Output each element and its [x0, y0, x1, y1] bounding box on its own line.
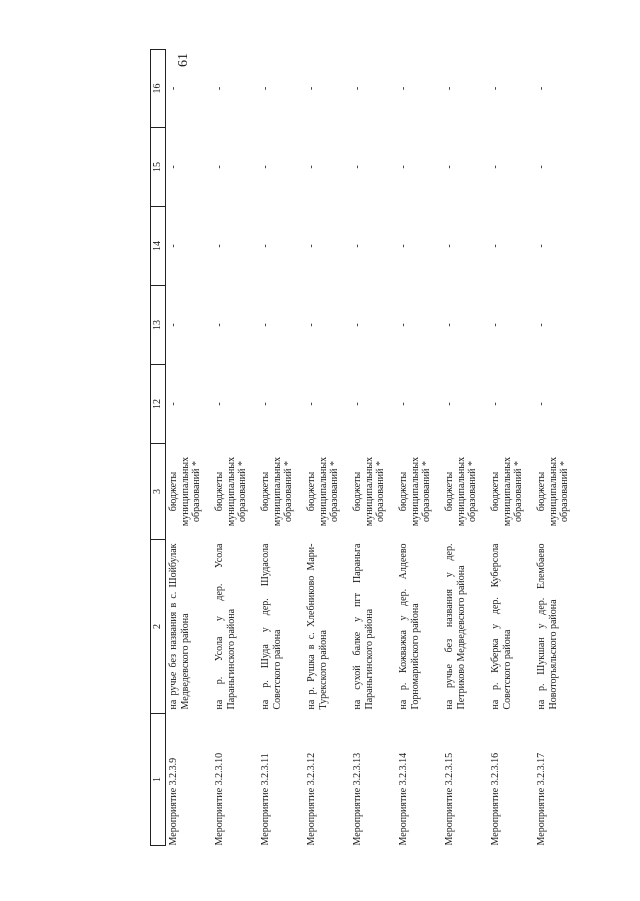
value-cell-12: - [490, 402, 501, 406]
event-cell: Мероприятие 3.2.3.11 [260, 753, 271, 846]
value-cell-13: - [398, 323, 409, 327]
funding-source-cell: бюджеты муниципальных образований * [260, 456, 294, 527]
value-cell-15: - [168, 165, 179, 169]
value-cell-15: - [214, 165, 225, 169]
description-cell: на ручье без названия у дер. Петриково Медведевского района [444, 543, 467, 710]
value-cell-12: - [168, 402, 179, 406]
value-cell-14: - [444, 244, 455, 248]
header-cell: 13 [151, 286, 166, 365]
header-cell: 1 [151, 714, 166, 846]
description-cell: на р. Шукшан у дер. Елембаево Новоторъяльского района [536, 543, 559, 710]
event-cell: Мероприятие 3.2.3.10 [214, 752, 225, 846]
description-cell: на р. Кожважка у дер. Алдеево Горномарийского района [398, 543, 421, 710]
table-row [212, 50, 258, 846]
value-cell-13: - [490, 323, 501, 327]
page-number: 61 [176, 53, 191, 67]
value-cell-14: - [352, 244, 363, 248]
table-row [442, 50, 488, 846]
value-cell-14: - [260, 244, 271, 248]
value-cell-13: - [168, 323, 179, 327]
description-cell: на р. Рушка в с. Хлебниково Мари-Турекского района [306, 543, 329, 710]
table-row [488, 50, 534, 846]
funding-source-cell: бюджеты муниципальных образований * [444, 456, 478, 527]
table-row [350, 50, 396, 846]
value-cell-14: - [306, 244, 317, 248]
funding-source-cell: бюджеты муниципальных образований * [398, 456, 432, 527]
value-cell-16: - [398, 86, 409, 91]
value-cell-14: - [536, 244, 547, 248]
value-cell-14: - [490, 244, 501, 248]
value-cell-12: - [536, 402, 547, 406]
value-cell-14: - [214, 244, 225, 248]
value-cell-13: - [214, 323, 225, 327]
header-cell: 14 [151, 207, 166, 286]
event-cell: Мероприятие 3.2.3.12 [306, 752, 317, 846]
header-cell: 12 [151, 365, 166, 444]
table-row [304, 50, 350, 846]
value-cell-12: - [398, 402, 409, 406]
funding-source-cell: бюджеты муниципальных образований * [168, 456, 202, 527]
value-cell-16: - [352, 86, 363, 91]
table-body [166, 50, 581, 846]
value-cell-16: - [214, 86, 225, 91]
value-cell-15: - [490, 165, 501, 169]
value-cell-13: - [536, 323, 547, 327]
funding-source-cell: бюджеты муниципальных образований * [536, 456, 570, 527]
event-cell: Мероприятие 3.2.3.16 [490, 752, 501, 846]
event-cell: Мероприятие 3.2.3.14 [398, 752, 409, 846]
value-cell-13: - [306, 323, 317, 327]
value-cell-15: - [352, 165, 363, 169]
value-cell-12: - [260, 402, 271, 406]
data-table [150, 49, 580, 846]
value-cell-13: - [352, 323, 363, 327]
description-cell: на сухой балке у пгт Параньга Параньгинского района [352, 543, 375, 710]
table-row [534, 50, 580, 846]
value-cell-16: - [260, 86, 271, 91]
value-cell-16: - [444, 86, 455, 91]
value-cell-12: - [306, 402, 317, 406]
header-row [151, 50, 166, 846]
event-cell: Мероприятие 3.2.3.15 [444, 752, 455, 846]
value-cell-16: - [490, 86, 501, 91]
description-cell: на р. Усола у дер. Усола Параньгинского района [214, 543, 237, 710]
value-cell-15: - [444, 165, 455, 169]
description-cell: на р. Шуда у дер. Шудасола Советского района [260, 543, 283, 710]
header-cell: 15 [151, 128, 166, 207]
funding-source-cell: бюджеты муниципальных образований * [352, 456, 386, 527]
header-cell: 2 [151, 540, 166, 714]
table-row [166, 50, 213, 846]
value-cell-16: - [306, 86, 317, 91]
funding-source-cell: бюджеты муниципальных образований * [306, 456, 340, 527]
value-cell-15: - [398, 165, 409, 169]
rotated-content [150, 48, 570, 848]
value-cell-15: - [306, 165, 317, 169]
value-cell-15: - [260, 165, 271, 169]
table-row [396, 50, 442, 846]
value-cell-16: - [168, 86, 179, 91]
value-cell-13: - [260, 323, 271, 327]
value-cell-15: - [536, 165, 547, 169]
value-cell-14: - [398, 244, 409, 248]
table-row [258, 50, 304, 846]
funding-source-cell: бюджеты муниципальных образований * [490, 456, 524, 527]
value-cell-13: - [444, 323, 455, 327]
value-cell-12: - [444, 402, 455, 406]
value-cell-12: - [352, 402, 363, 406]
description-cell: на р. Куберка у дер. Куберсола Советского района [490, 543, 513, 710]
funding-source-cell: бюджеты муниципальных образований * [214, 456, 248, 527]
value-cell-14: - [168, 244, 179, 248]
value-cell-12: - [214, 402, 225, 406]
header-cell: 3 [151, 444, 166, 540]
header-cell: 16 [151, 50, 166, 128]
description-cell: на ручье без названия в с. Шойбулак Медведевского района [168, 543, 191, 710]
event-cell: Мероприятие 3.2.3.9 [168, 757, 179, 846]
event-cell: Мероприятие 3.2.3.13 [352, 752, 363, 846]
event-cell: Мероприятие 3.2.3.17 [536, 752, 547, 846]
value-cell-16: - [536, 86, 547, 91]
